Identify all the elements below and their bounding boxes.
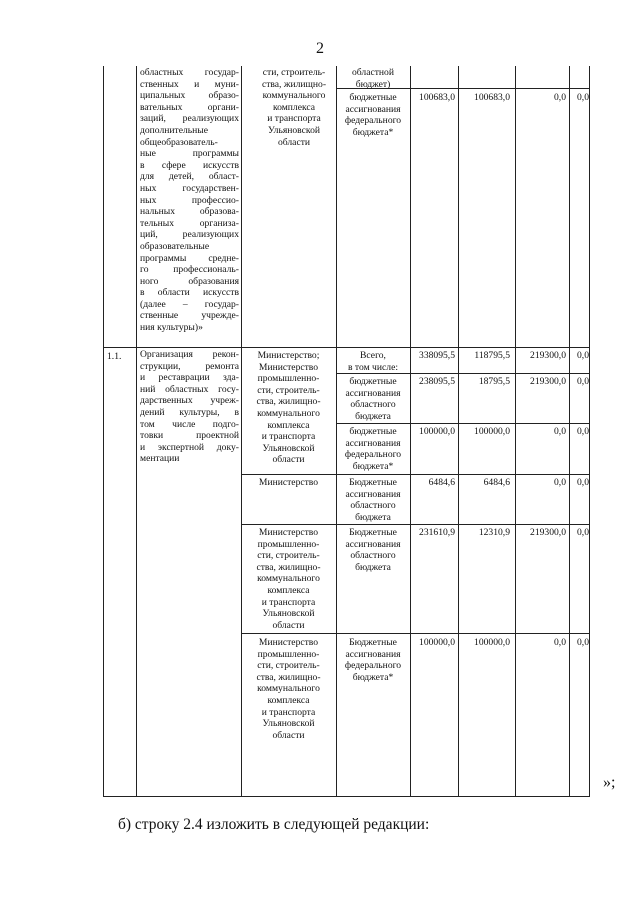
text-line: и транспорта xyxy=(261,706,316,718)
text-line: тельных организа- xyxy=(140,217,239,229)
text-line: Организация рекон- xyxy=(140,349,239,360)
value-cell: 0,0 xyxy=(577,637,589,648)
text-line: Бюджетные xyxy=(349,527,397,538)
executor-cell xyxy=(242,477,335,489)
text-line: том числе подго- xyxy=(140,418,239,430)
instruction-text: б) строку 2.4 изложить в следующей редакции: xyxy=(118,816,430,833)
text-line: промышленно- xyxy=(257,648,320,660)
value-cell: 100000,0 xyxy=(474,426,510,437)
text-line: и экспертной доку- xyxy=(140,441,239,453)
value-cell: 100683,0 xyxy=(419,92,455,103)
text-line: и транспорта xyxy=(267,113,321,125)
text-line: ассигнования xyxy=(345,103,401,115)
text-line: ассигнования xyxy=(345,648,401,660)
text-line: области xyxy=(277,136,311,148)
text-line: бюджета xyxy=(355,511,391,523)
text-line: комплекса xyxy=(267,584,310,596)
text-line: областной xyxy=(351,67,394,78)
text-line: ства, жилищно- xyxy=(256,396,321,408)
text-line: бюджетные xyxy=(349,376,397,387)
text-line: ного образования xyxy=(140,275,239,287)
executor-cell xyxy=(242,527,335,631)
text-line: Ульяновской xyxy=(267,124,321,136)
text-line: дополнительные xyxy=(140,124,208,136)
text-line: коммунального xyxy=(257,683,320,695)
text-line: коммунального xyxy=(257,573,320,585)
prev-row-source-top xyxy=(337,67,409,90)
text-line: дарственных учреж- xyxy=(140,395,239,407)
text-line: бюджета* xyxy=(352,126,394,138)
row-1-1-name xyxy=(140,349,239,465)
text-line: ассигнования xyxy=(345,538,401,550)
executor-cell xyxy=(242,637,335,741)
text-line: Министерство xyxy=(258,361,319,373)
value-cell: 6484,6 xyxy=(483,477,510,488)
text-line: промышленно- xyxy=(257,538,320,550)
prev-row-name xyxy=(140,67,239,334)
text-line: федерального xyxy=(344,115,402,127)
prev-row-executor xyxy=(242,67,346,148)
text-line: заций, реализующих xyxy=(140,113,239,125)
text-line: ных государствен- xyxy=(140,182,239,194)
text-line: бюджета xyxy=(355,561,391,573)
text-line: и транспорта xyxy=(261,431,316,443)
text-line: дений культуры, в xyxy=(140,406,239,418)
value-cell: 0,0 xyxy=(577,426,589,437)
text-line: области xyxy=(272,619,305,631)
text-line: сти, строитель- xyxy=(262,67,326,78)
source-cell xyxy=(337,527,409,573)
value-cell: 6484,6 xyxy=(428,477,455,488)
text-line: Бюджетные xyxy=(349,637,397,648)
value-cell: 0,0 xyxy=(554,477,566,488)
source-cell xyxy=(337,637,409,683)
text-line: бюджетные xyxy=(349,426,397,437)
value-cell: 338095,5 xyxy=(419,350,455,361)
value-cell: 0,0 xyxy=(554,426,566,437)
value-cell: 100000,0 xyxy=(474,637,510,648)
text-line: ства, жилищно- xyxy=(256,561,321,573)
text-line: нальных образова- xyxy=(140,206,239,218)
text-line: го профессиональ- xyxy=(140,264,239,276)
text-line: коммунального xyxy=(262,90,326,102)
value-cell: 231610,9 xyxy=(419,527,455,538)
text-line: ства, жилищно- xyxy=(261,78,327,90)
value-cell: 0,0 xyxy=(554,637,566,648)
page-number: 2 xyxy=(316,40,324,57)
text-line: ассигнования xyxy=(345,437,401,449)
value-cell: 0,0 xyxy=(577,350,589,361)
text-line: в области искусств xyxy=(140,287,239,299)
text-line: ний областных госу- xyxy=(140,383,239,395)
value-cell: 0,0 xyxy=(577,477,589,488)
text-line: ния культуры)» xyxy=(140,322,203,334)
row-1-1-executor-main xyxy=(242,350,335,466)
text-line: Всего, xyxy=(360,350,386,361)
text-line: бюджета* xyxy=(352,460,394,472)
text-line: сти, строитель- xyxy=(257,550,320,562)
text-line: области xyxy=(272,729,305,741)
text-line: Министерство; xyxy=(257,350,320,361)
value-cell: 100683,0 xyxy=(474,92,510,103)
text-line: ций, реализующих xyxy=(140,229,239,241)
text-line: программы средне- xyxy=(140,252,239,264)
value-cell: 18795,5 xyxy=(478,376,510,387)
text-line: Ульяновской xyxy=(262,718,315,730)
text-line: ментации xyxy=(140,453,180,465)
text-line: и транспорта xyxy=(261,596,316,608)
source-cell xyxy=(337,477,409,523)
text-line: федерального xyxy=(344,660,402,672)
value-cell: 100000,0 xyxy=(419,637,455,648)
text-line: областного xyxy=(350,550,396,562)
text-line: образовательные xyxy=(140,240,210,252)
text-line: комплекса xyxy=(272,101,316,113)
text-line: Министерство xyxy=(258,637,319,648)
text-line: Министерство xyxy=(258,527,319,538)
text-line: федерального xyxy=(344,449,402,461)
text-line: (далее – государ- xyxy=(140,298,239,310)
text-line: сти, строитель- xyxy=(257,660,320,672)
text-line: товки проектной xyxy=(140,430,239,442)
text-line: Ульяновской xyxy=(262,608,315,620)
value-cell: 118795,5 xyxy=(474,350,510,361)
text-line: бюджетные xyxy=(349,92,397,103)
closing-mark: »; xyxy=(603,774,616,791)
text-line: бюджета xyxy=(355,410,391,422)
value-cell: 100000,0 xyxy=(419,426,455,437)
text-line: и реставрации зда- xyxy=(140,372,239,384)
text-line: в том числе: xyxy=(347,361,398,373)
text-line: ственные учрежде- xyxy=(140,310,239,322)
text-line: в сфере искусств xyxy=(140,159,239,171)
text-line: Ульяновской xyxy=(262,442,315,454)
value-cell: 12310,9 xyxy=(478,527,510,538)
value-cell: 219300,0 xyxy=(530,376,566,387)
value-cell: 238095,5 xyxy=(419,376,455,387)
text-line: бюджета* xyxy=(352,671,394,683)
value-cell: 219300,0 xyxy=(530,350,566,361)
row-number: 1.1. xyxy=(107,351,122,362)
text-line: ципальных образо- xyxy=(140,90,239,102)
text-line: областного xyxy=(350,399,396,411)
source-cell xyxy=(337,426,409,472)
value-cell: 0,0 xyxy=(577,92,589,103)
text-line: коммунального xyxy=(257,407,320,419)
text-line: общеобразователь- xyxy=(140,136,218,148)
prev-row-source xyxy=(337,92,409,138)
text-line: сти, строитель- xyxy=(257,384,320,396)
source-cell xyxy=(337,376,409,422)
value-cell: 0,0 xyxy=(577,376,589,387)
text-line: бюджет) xyxy=(355,78,391,90)
text-line: промышленно- xyxy=(257,373,320,385)
text-line: ассигнования xyxy=(345,488,401,500)
value-cell: 0,0 xyxy=(554,92,566,103)
text-line: ственных и муни- xyxy=(140,78,239,90)
text-line: для детей, област- xyxy=(140,171,239,183)
text-line: ассигнования xyxy=(345,387,401,399)
text-line: ные программы xyxy=(140,148,239,160)
text-line: области xyxy=(272,454,305,466)
text-line: Бюджетные xyxy=(349,477,397,488)
text-line: струкции, ремонта xyxy=(140,360,239,372)
text-line: Министерство xyxy=(258,477,319,488)
text-line: ства, жилищно- xyxy=(256,671,321,683)
text-line: ных профессио- xyxy=(140,194,239,206)
text-line: комплекса xyxy=(267,419,310,431)
source-cell xyxy=(337,350,409,373)
value-cell: 219300,0 xyxy=(530,527,566,538)
text-line: вательных органи- xyxy=(140,101,239,113)
text-line: комплекса xyxy=(267,694,310,706)
value-cell: 0,0 xyxy=(577,527,589,538)
text-line: областного xyxy=(350,500,396,512)
text-line: областных государ- xyxy=(140,67,239,78)
